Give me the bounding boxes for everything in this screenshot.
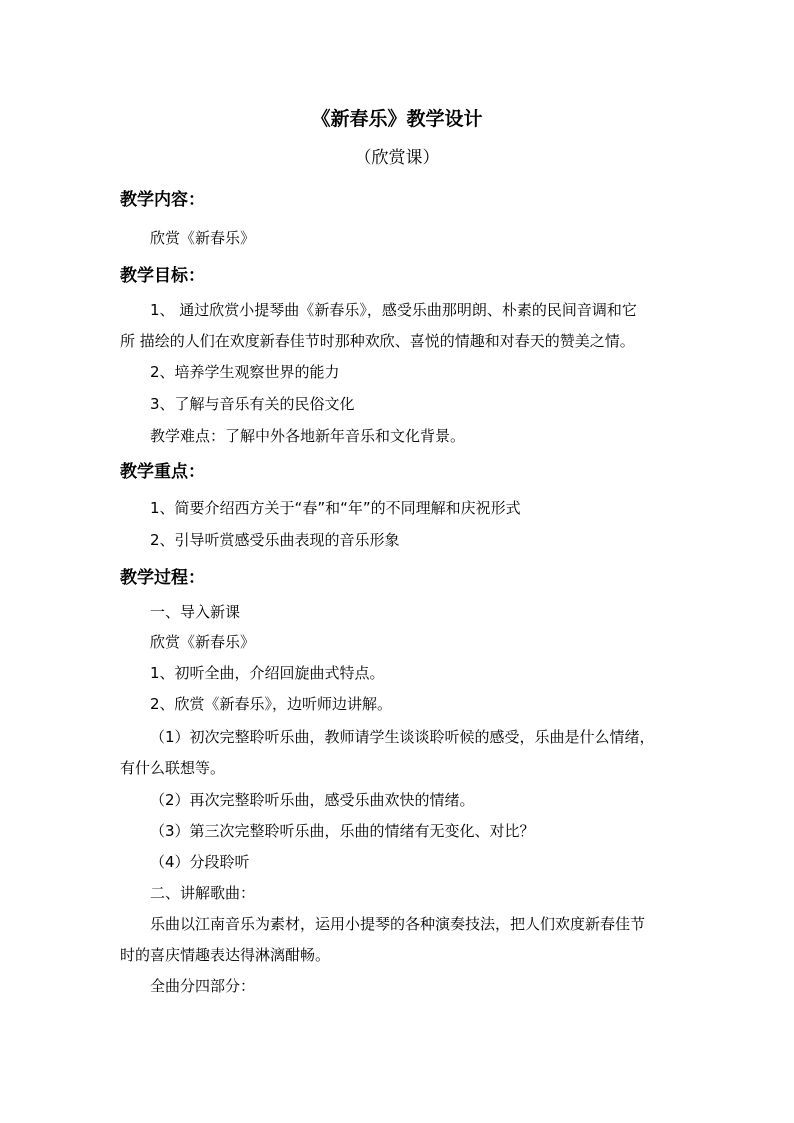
section-heading-key-points: 教学重点：: [120, 462, 205, 482]
objective-line: 3、了解与音乐有关的民俗文化: [150, 395, 355, 413]
section-heading-content: 教学内容：: [120, 190, 205, 210]
document-title: 《新春乐》教学设计: [311, 108, 483, 130]
section-heading-process: 教学过程：: [120, 568, 205, 588]
process-line: 有什么联想等。: [120, 759, 226, 777]
key-point-line: 2、引导听赏感受乐曲表现的音乐形象: [150, 531, 400, 549]
process-line: 二、讲解歌曲：: [150, 884, 256, 902]
process-line: 2、欣赏《新春乐》，边听师边讲解。: [150, 695, 393, 713]
section-heading-objectives: 教学目标：: [120, 266, 205, 286]
objective-line: 所 描绘的人们在欢度新春佳节时那种欢欣、喜悦的情趣和对春天的赞美之情。: [120, 332, 635, 350]
content-line: 欣赏《新春乐》: [150, 229, 256, 247]
key-point-line: 1、简要介绍西方关于“春”和“年”的不同理解和庆祝形式: [150, 499, 521, 517]
process-line: 时的喜庆情趣表达得淋漓酣畅。: [120, 946, 331, 964]
process-line: 一、导入新课: [150, 603, 241, 621]
process-line: （3）第三次完整聆听乐曲，乐曲的情绪有无变化、对比？: [150, 822, 535, 840]
process-line: （4）分段聆听: [150, 853, 250, 871]
objective-line: 教学难点：了解中外各地新年音乐和文化背景。: [150, 427, 466, 445]
process-line: （1）初次完整聆听乐曲，教师请学生谈谈聆听候的感受，乐曲是什么情绪，: [150, 728, 655, 746]
process-line: 乐曲以江南音乐为素材，运用小提琴的各种演奏技法，把人们欢度新春佳节: [150, 915, 646, 933]
process-line: （2）再次完整聆听乐曲，感受乐曲欢快的情绪。: [150, 791, 475, 809]
process-line: 欣赏《新春乐》: [150, 633, 256, 651]
objective-line: 1、 通过欣赏小提琴曲《新春乐》，感受乐曲那明朗、朴素的民间音调和它: [150, 301, 637, 319]
process-line: 全曲分四部分：: [150, 977, 256, 995]
process-line: 1、初听全曲，介绍回旋曲式特点。: [150, 664, 385, 682]
objective-line: 2、培养学生观察世界的能力: [150, 363, 340, 381]
document-subtitle: （欣赏课）: [354, 148, 440, 168]
